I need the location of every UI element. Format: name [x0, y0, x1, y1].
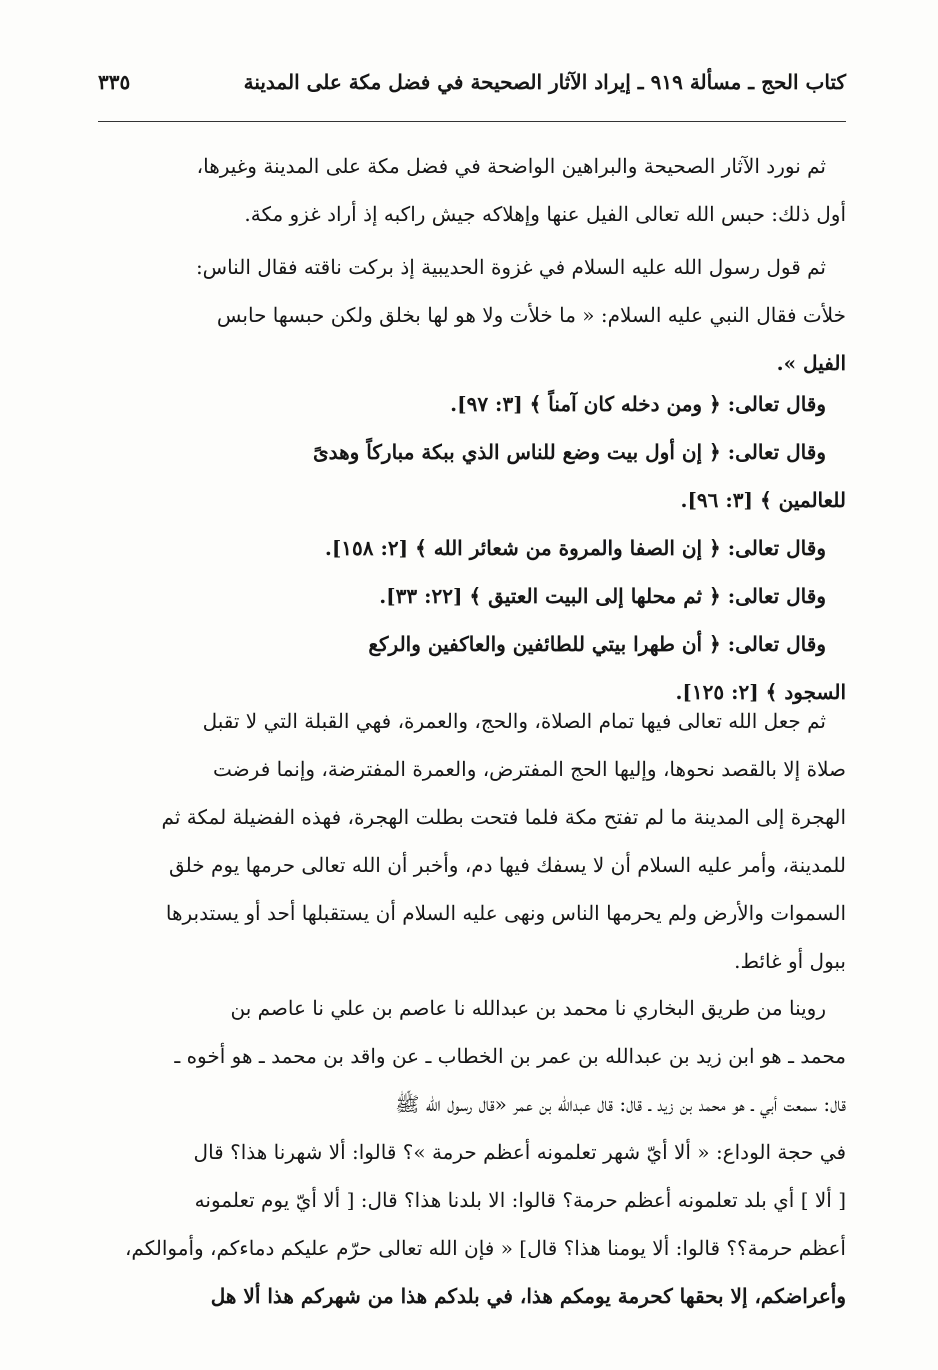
text-line: الهجرة إلى المدينة ما لم تفتح مكة فلما فتحت بطلت الهجرة، فهذه الفضيلة لمكة ثم — [161, 805, 846, 829]
header-title: كتاب الحج ـ مسألة ٩١٩ ـ إيراد الآثار الصحيحة في فضل مكة على المدينة — [243, 70, 846, 94]
paragraph-1 — [98, 142, 846, 238]
verse-line: السجود ﴾ [٢: ١٢٥]. — [675, 680, 846, 704]
verse-line: وقال تعالى: ﴿ إن أول بيت وضع للناس الذي ببكة مباركاً وهدىً — [312, 440, 826, 464]
running-header — [98, 58, 846, 106]
verse-line: وقال تعالى: ﴿ ثم محلها إلى البيت العتيق ﴾ [٢٢: ٣٣]. — [379, 584, 826, 608]
text-line: قال: سمعت أبي ـ هو محمد بن زيد ـ قال: قال عبدالله بن عمر «قال رسول الله ﷺ — [395, 1092, 846, 1116]
verse-line: وقال تعالى: ﴿ أن طهرا بيتي للطائفين والعاكفين والركع — [368, 632, 826, 656]
text-line: في حجة الوداع: « ألا أيّ شهر تعلمونه أعظم حرمة »؟ قالوا: ألا شهرنا هذا؟ قال — [193, 1140, 846, 1164]
text-line: وأعراضكم، إلا بحقها كحرمة يومكم هذا، في بلدكم هذا من شهركم هذا ألا هل — [210, 1284, 846, 1308]
text-line: صلاة إلا بالقصد نحوها، وإليها الحج المفترض، والعمرة المفترضة، وإنما فرضت — [213, 757, 846, 781]
verse-line: وقال تعالى: ﴿ ومن دخله كان آمناً ﴾ [٣: ٩٧]. — [450, 392, 826, 416]
header-rule — [98, 121, 846, 122]
text-line: خلأت فقال النبي عليه السلام: « ما خلأت ولا هو لها بخلق ولكن حبسها حابس — [216, 303, 846, 327]
verse-line: للعالمين ﴾ [٣: ٩٦]. — [680, 488, 846, 512]
text-line: ثم جعل الله تعالى فيها تمام الصلاة، والحج، والعمرة، فهي القبلة التي لا تقبل — [202, 709, 826, 733]
text-line: للمدينة، وأمر عليه السلام أن لا يسفك فيها دم، وأخبر أن الله تعالى حرمها يوم خلق — [168, 853, 846, 877]
text-line: [ ألا ] أي بلد تعلمونه أعظم حرمة؟ قالوا: الا بلدنا هذا؟ قال: [ ألا أيّ يوم تعلمونه — [194, 1188, 846, 1212]
text-line: محمد ـ هو ابن زيد بن عبدالله بن عمر بن الخطاب ـ عن واقد بن محمد ـ هو أخوه ـ — [174, 1044, 846, 1068]
verse-line: وقال تعالى: ﴿ إن الصفا والمروة من شعائر الله ﴾ [٢: ١٥٨]. — [324, 536, 826, 560]
text-line: السموات والأرض ولم يحرمها الناس ونهى عليه السلام أن يستقبلها أحد أو يستدبرها — [165, 901, 846, 925]
text-line: روينا من طريق البخاري نا محمد بن عبدالله نا عاصم بن علي نا عاصم بن — [230, 996, 826, 1020]
verses-block — [98, 380, 846, 716]
paragraph-3 — [98, 697, 846, 985]
text-line: الفيل ». — [776, 351, 846, 375]
text-line: ثم نورد الآثار الصحيحة والبراهين الواضحة في فضل مكة على المدينة وغيرها، — [196, 154, 826, 178]
text-line: ببول أو غائط. — [734, 949, 846, 973]
paragraph-4 — [98, 984, 846, 1320]
text-line: أول ذلك: حبس الله تعالى الفيل عنها وإهلاكه جيش راكبه إذ أراد غزو مكة. — [244, 202, 846, 226]
text-line: ثم قول رسول الله عليه السلام في غزوة الحديبية إذ بركت ناقته فقال الناس: — [195, 255, 826, 279]
text-line: أعظم حرمة؟؟ قالوا: ألا يومنا هذا؟ قال] « فإن الله تعالى حرّم عليكم دماءكم، وأموالكم، — [124, 1236, 846, 1260]
paragraph-2 — [98, 243, 846, 387]
page-number: ٣٣٥ — [98, 70, 131, 94]
